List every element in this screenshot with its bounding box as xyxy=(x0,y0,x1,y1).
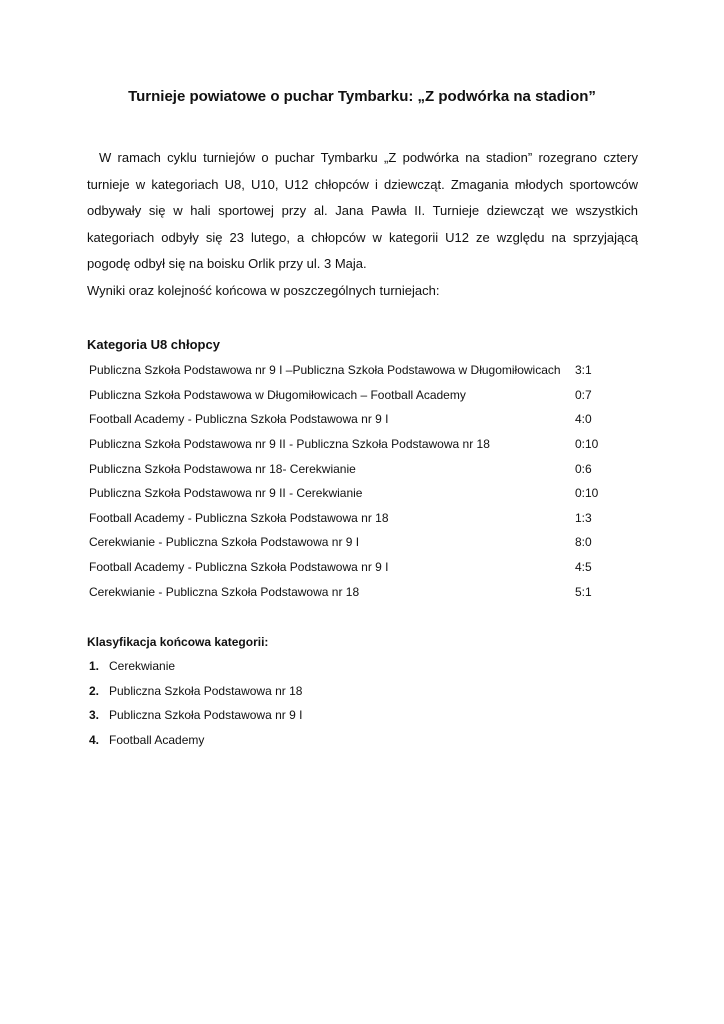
table-row xyxy=(89,481,649,506)
match-teams: Cerekwianie - Publiczna Szkoła Podstawowa nr 18 xyxy=(89,584,360,599)
team-name: Football Academy xyxy=(109,732,205,747)
match-score: 0:6 xyxy=(575,461,592,476)
intro-text xyxy=(87,145,638,304)
match-teams: Cerekwianie - Publiczna Szkoła Podstawowa nr 9 I xyxy=(89,535,360,550)
match-score: 0:10 xyxy=(575,437,599,452)
match-score: 0:7 xyxy=(575,387,592,402)
rank-number: 3. xyxy=(89,708,100,723)
match-teams: Publiczna Szkoła Podstawowa w Długomiłowicach – Football Academy xyxy=(89,387,466,402)
table-row xyxy=(89,579,649,604)
match-teams: Football Academy - Publiczna Szkoła Podstawowa nr 9 I xyxy=(89,560,389,575)
table-row xyxy=(89,383,649,408)
match-score: 0:10 xyxy=(575,486,599,501)
match-teams: Publiczna Szkoła Podstawowa nr 9 II - Cerekwianie xyxy=(89,486,363,501)
final-ranking-list xyxy=(89,654,302,752)
results-table xyxy=(89,358,649,604)
document-title: Turnieje powiatowe o puchar Tymbarku: „Z podwórka na stadion” xyxy=(128,88,596,105)
match-teams: Football Academy - Publiczna Szkoła Podstawowa nr 9 I xyxy=(89,412,389,427)
table-row xyxy=(89,506,649,531)
table-row xyxy=(89,456,649,481)
match-score: 8:0 xyxy=(575,535,592,550)
list-item xyxy=(89,728,302,753)
classification-title: Klasyfikacja końcowa kategorii: xyxy=(87,635,269,649)
list-item xyxy=(89,703,302,728)
intro-paragraph: W ramach cyklu turniejów o puchar Tymbarku „Z podwórka na stadion” rozegrano cztery turnieje w kategoriach U8, U10, U12 chłopców i dziewcząt. Zmagania młodych sportowców odbywały się w hali sportowej przy al. Jana Pawła II. Turnieje dziewcząt we wszystkich kategoriach odbyły się 23 lutego, a chłopców w kategorii U12 ze względu na sprzyjającą pogodę odbył się na boisku Orlik przy ul. 3 Maja. xyxy=(87,150,638,271)
table-row xyxy=(89,555,649,580)
team-name: Cerekwianie xyxy=(109,659,176,673)
list-item xyxy=(89,654,302,679)
category-title: Kategoria U8 chłopcy xyxy=(87,337,220,352)
table-row xyxy=(89,530,649,555)
match-score: 4:5 xyxy=(575,560,592,575)
rank-number: 2. xyxy=(89,683,100,698)
rank-number: 4. xyxy=(89,732,100,747)
team-name: Publiczna Szkoła Podstawowa nr 9 I xyxy=(109,708,303,723)
rank-number: 1. xyxy=(89,659,100,673)
results-intro-line: Wyniki oraz kolejność końcowa w poszczególnych turniejach: xyxy=(87,282,440,298)
list-item xyxy=(89,679,302,704)
match-score: 4:0 xyxy=(575,412,592,427)
match-score: 1:3 xyxy=(575,510,592,525)
match-teams: Publiczna Szkoła Podstawowa nr 18- Cerekwianie xyxy=(89,461,356,476)
match-score: 5:1 xyxy=(575,584,592,599)
team-name: Publiczna Szkoła Podstawowa nr 18 xyxy=(109,683,303,698)
table-row xyxy=(89,358,649,383)
table-row xyxy=(89,407,649,432)
match-teams: Publiczna Szkoła Podstawowa nr 9 II - Publiczna Szkoła Podstawowa nr 18 xyxy=(89,437,490,452)
match-score: 3:1 xyxy=(575,363,592,378)
table-row xyxy=(89,432,649,457)
match-teams: Football Academy - Publiczna Szkoła Podstawowa nr 18 xyxy=(89,510,389,525)
match-teams: Publiczna Szkoła Podstawowa nr 9 I –Publiczna Szkoła Podstawowa w Długomiłowicach xyxy=(89,363,561,378)
